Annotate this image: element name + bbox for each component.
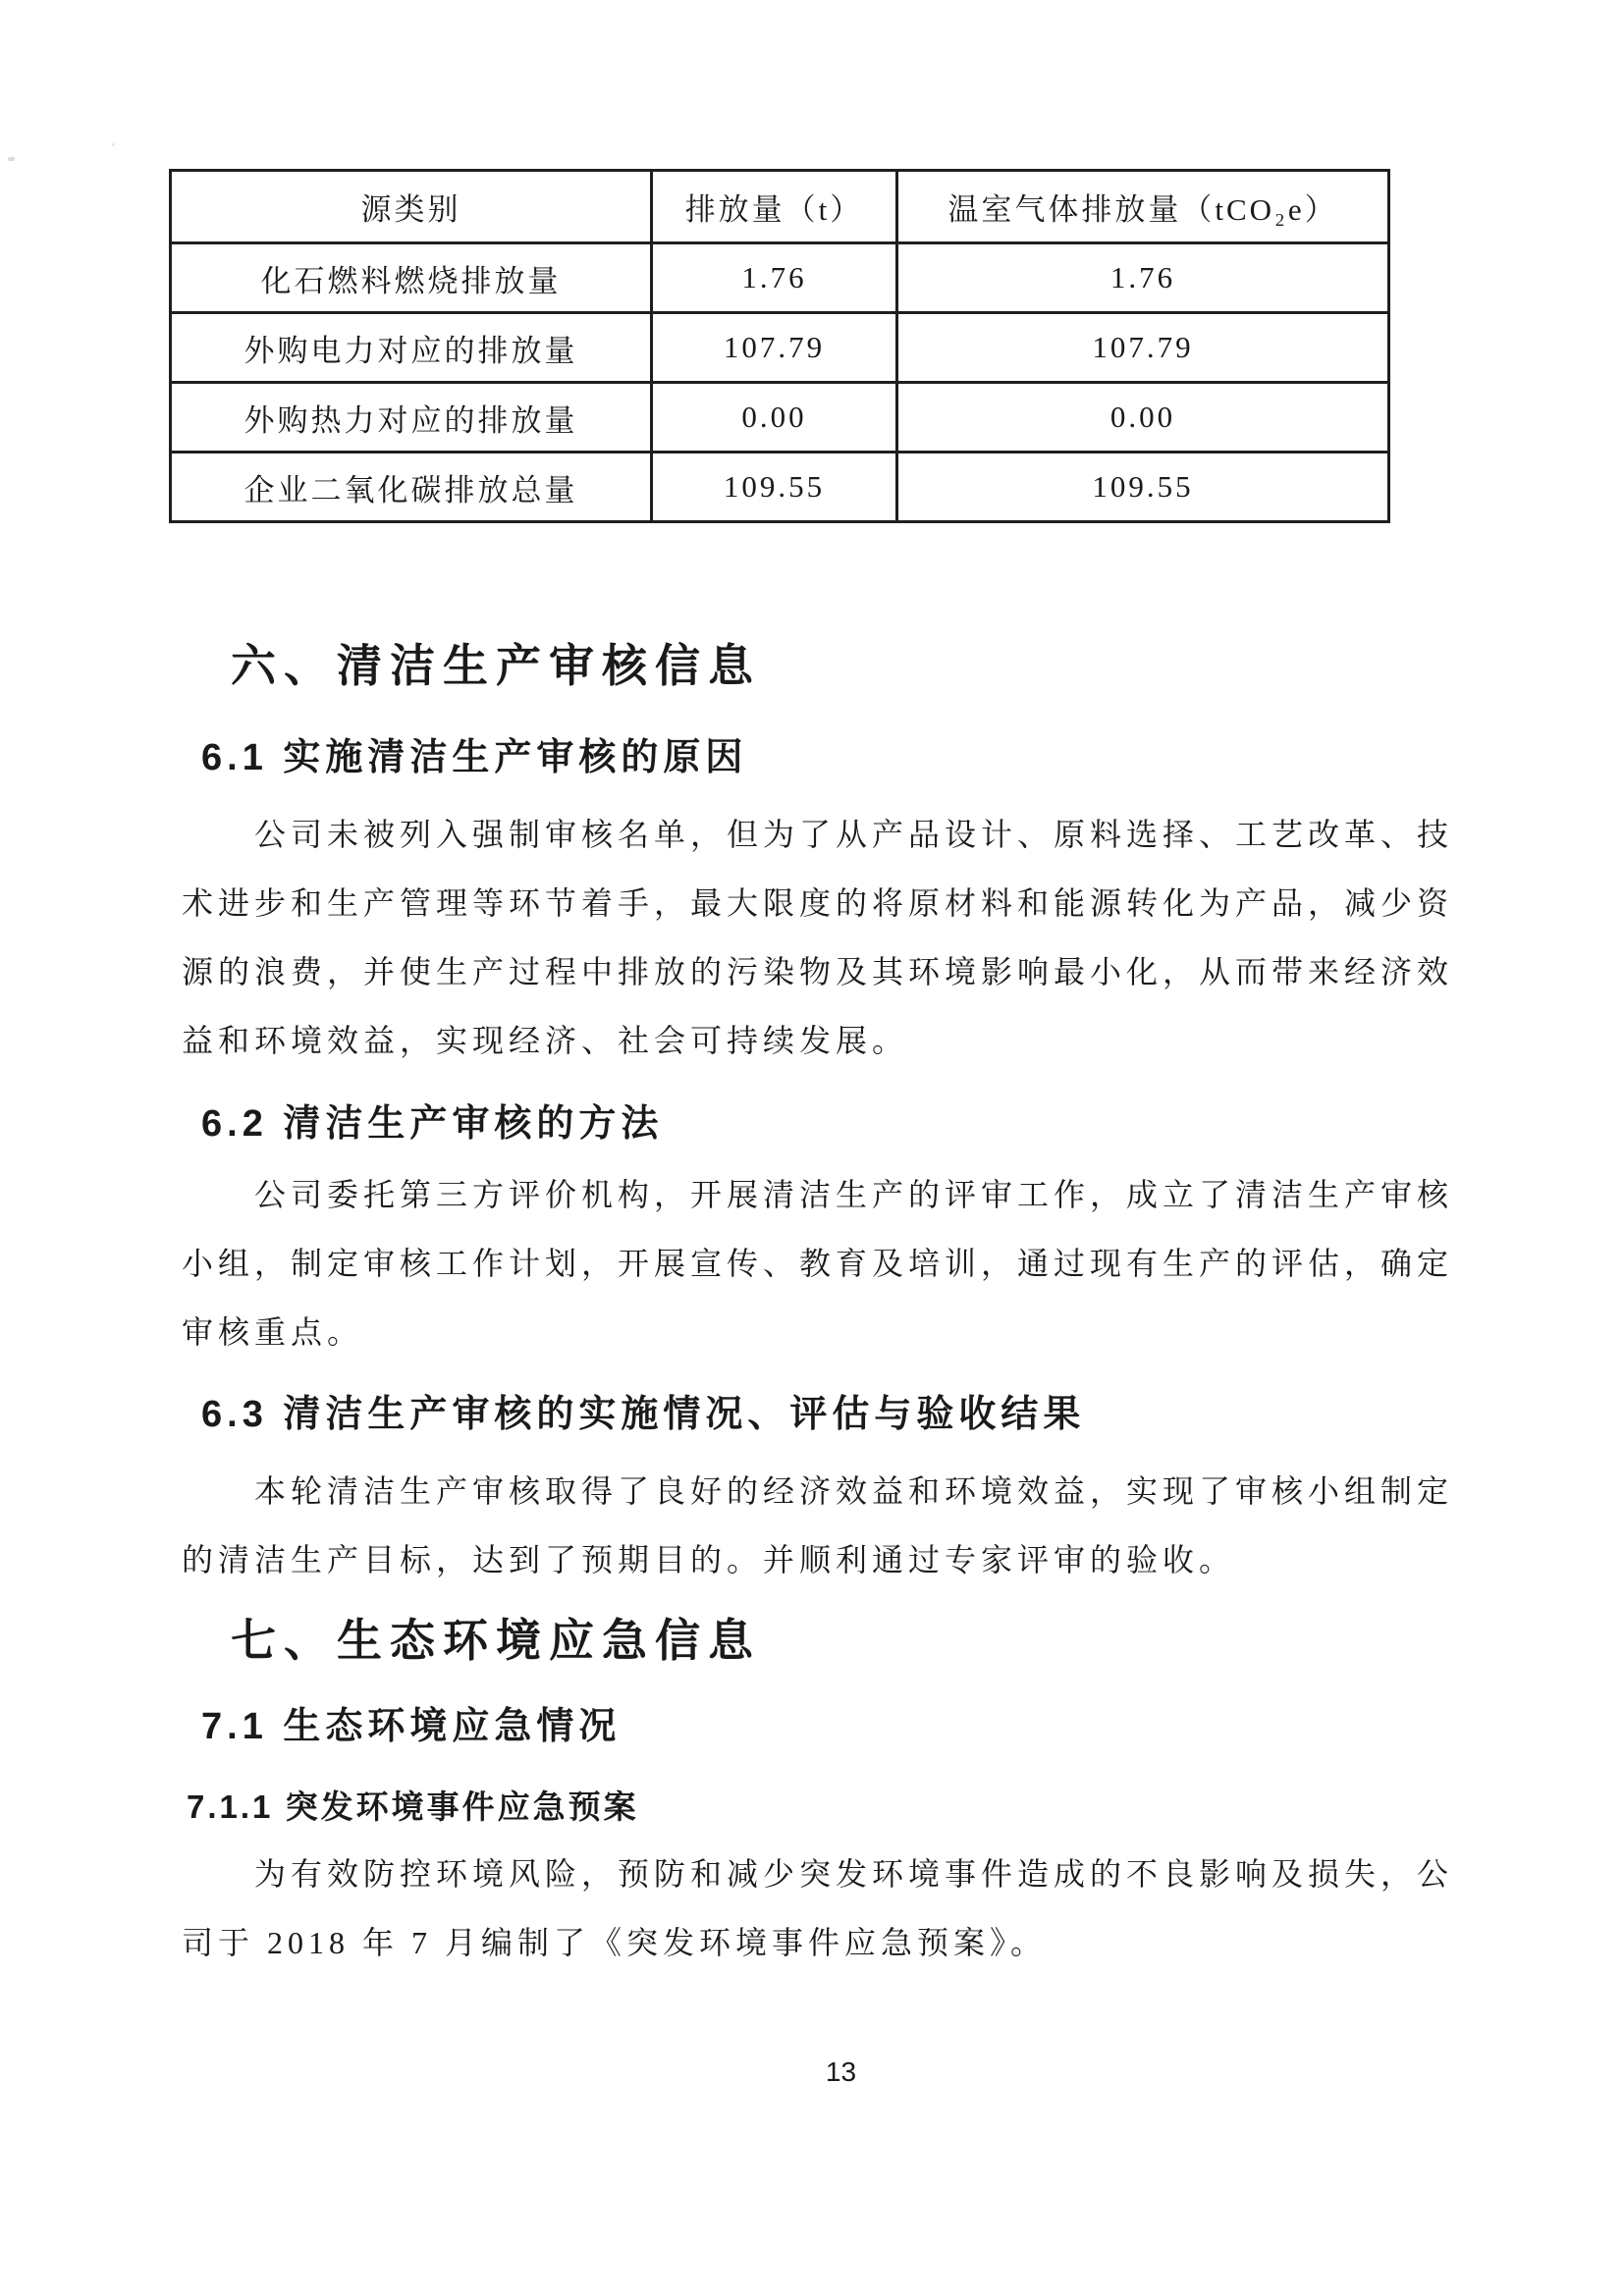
table-cell: 0.00 (652, 383, 897, 453)
paragraph-6-1 (182, 800, 1454, 1075)
table-cell: 外购电力对应的排放量 (171, 313, 652, 383)
paragraph-line: 小组，制定审核工作计划，开展宣传、教育及培训，通过现有生产的评估，确定 (182, 1246, 1454, 1281)
paragraph-line: 本轮清洁生产审核取得了良好的经济效益和环境效益，实现了审核小组制定 (254, 1473, 1454, 1509)
paragraph-6-3 (182, 1457, 1454, 1594)
table-cell: 107.79 (652, 313, 897, 383)
section-heading-6-2: 6.2 清洁生产审核的方法 (201, 1103, 664, 1145)
table-cell: 化石燃料燃烧排放量 (171, 243, 652, 313)
paragraph-line: 司于 2018 年 7 月编制了《突发环境事件应急预案》。 (182, 1925, 1048, 1960)
section-heading-6-3: 6.3 清洁生产审核的实施情况、评估与验收结果 (201, 1394, 1086, 1435)
paragraph-7-1-1 (182, 1840, 1454, 1977)
paragraph-line: 益和环境效益，实现经济、社会可持续发展。 (182, 1023, 909, 1058)
paragraph-6-2 (182, 1160, 1454, 1366)
scan-artifact-dot (8, 157, 15, 161)
section-heading-7-1-1: 7.1.1 突发环境事件应急预案 (187, 1789, 639, 1825)
table-cell: 1.76 (897, 243, 1389, 313)
paragraph-line: 公司未被列入强制审核名单，但为了从产品设计、原料选择、工艺改革、技 (254, 817, 1454, 852)
section-heading-7: 七、生态环境应急信息 (231, 1615, 761, 1666)
section-heading-6-1: 6.1 实施清洁生产审核的原因 (201, 737, 748, 778)
paragraph-line: 为有效防控环境风险，预防和减少突发环境事件造成的不良影响及损失，公 (254, 1856, 1454, 1892)
paragraph-line: 术进步和生产管理等环节着手，最大限度的将原材料和能源转化为产品，减少资 (182, 885, 1454, 921)
col-header-ghg-emission: 温室气体排放量（tCO₂e） (897, 171, 1389, 243)
paragraph-line: 源的浪费，并使生产过程中排放的污染物及其环境影响最小化，从而带来经济效 (182, 954, 1454, 989)
table-cell: 企业二氧化碳排放总量 (171, 453, 652, 522)
table-row (171, 313, 1389, 383)
section-heading-7-1: 7.1 生态环境应急情况 (201, 1706, 622, 1747)
table-cell: 107.79 (897, 313, 1389, 383)
section-heading-6: 六、清洁生产审核信息 (231, 640, 761, 691)
table-row (171, 243, 1389, 313)
table-cell: 0.00 (897, 383, 1389, 453)
table-row (171, 453, 1389, 522)
table-cell: 1.76 (652, 243, 897, 313)
table-cell: 109.55 (897, 453, 1389, 522)
scan-artifact-dot (112, 143, 115, 146)
table-row (171, 383, 1389, 453)
paragraph-line: 审核重点。 (182, 1314, 364, 1350)
emissions-table (169, 169, 1390, 523)
col-header-source-type: 源类别 (171, 171, 652, 243)
table-header-row (171, 171, 1389, 243)
table-cell: 109.55 (652, 453, 897, 522)
paragraph-line: 的清洁生产目标，达到了预期目的。并顺利通过专家评审的验收。 (182, 1542, 1236, 1577)
paragraph-line: 公司委托第三方评价机构，开展清洁生产的评审工作，成立了清洁生产审核 (254, 1177, 1454, 1212)
col-header-emission-amount: 排放量（t） (652, 171, 897, 243)
page-number: 13 (825, 2056, 857, 2087)
table-cell: 外购热力对应的排放量 (171, 383, 652, 453)
